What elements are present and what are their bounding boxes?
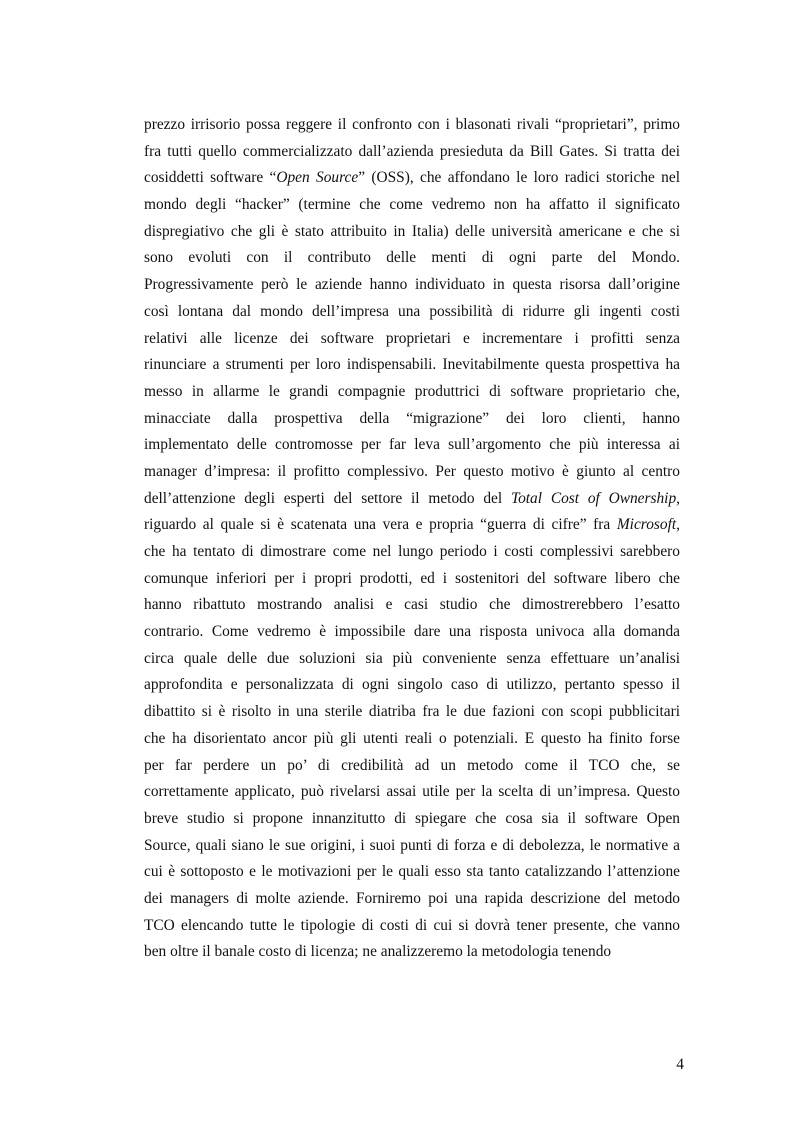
body-paragraph bbox=[144, 112, 680, 966]
text-line bbox=[144, 646, 680, 673]
text-run: dell’attenzione degli esperti del settore il metodo del bbox=[144, 489, 511, 507]
text-run: dibattito si è risolto in una sterile diatriba fra le due fazioni con scopi pubblicitari bbox=[144, 703, 680, 721]
text-line bbox=[144, 512, 680, 539]
text-line bbox=[144, 886, 680, 913]
text-line bbox=[144, 753, 680, 780]
text-line bbox=[144, 779, 680, 806]
text-line bbox=[144, 326, 680, 353]
text-run: prezzo irrisorio possa reggere il confronto con i blasonati rivali “proprietari”, primo bbox=[144, 116, 680, 133]
text-line bbox=[144, 566, 680, 593]
text-run: riguardo al quale si è scatenata una vera e propria “guerra di cifre” fra bbox=[144, 516, 617, 534]
text-line bbox=[144, 913, 680, 940]
text-line bbox=[144, 592, 680, 619]
text-line bbox=[144, 432, 680, 459]
text-line bbox=[144, 299, 680, 326]
text-run: ben oltre il banale costo di licenza; ne analizzeremo la metodologia tenendo bbox=[144, 943, 612, 961]
italic-text: Open Source bbox=[276, 169, 359, 187]
text-line bbox=[144, 459, 680, 486]
text-line bbox=[144, 352, 680, 379]
text-run: minacciate dalla prospettiva della “migrazione” dei loro clienti, hanno bbox=[144, 409, 680, 427]
text-run: che ha tentato di dimostrare come nel lungo periodo i costi complessivi sarebbero bbox=[144, 543, 680, 560]
text-run: comunque inferiori per i propri prodotti, ed i sostenitori del software libero che bbox=[144, 569, 680, 587]
text-line bbox=[144, 486, 680, 513]
text-run: implementato delle contromosse per far leva sull’argomento che più interessa ai bbox=[144, 436, 680, 454]
text-line bbox=[144, 272, 680, 299]
text-line bbox=[144, 139, 680, 166]
text-run: cui è sottoposto e le motivazioni per le quali esso sta tanto catalizzando l’attenzione bbox=[144, 863, 680, 881]
text-line bbox=[144, 165, 680, 192]
text-run: circa quale delle due soluzioni sia più conveniente senza effettuare un’analisi bbox=[144, 649, 680, 667]
text-run: fra tutti quello commercializzato dall’azienda presieduta da Bill Gates. Si tratta dei bbox=[144, 142, 680, 160]
text-run: Progressivamente però le aziende hanno individuato in questa risorsa dall’origine bbox=[144, 276, 680, 294]
text-run: breve studio si propone innanzitutto di spiegare che cosa sia il software Open bbox=[144, 809, 680, 827]
text-run: per far perdere un po’ di credibilità ad un metodo come il TCO che, se bbox=[144, 756, 680, 774]
text-line bbox=[144, 192, 680, 219]
text-run: cosiddetti software “ bbox=[144, 169, 277, 187]
text-run: manager d’impresa: il profitto complessivo. Per questo motivo è giunto al centro bbox=[144, 462, 680, 480]
text-line bbox=[144, 539, 680, 566]
italic-text: Total Cost of Ownership, bbox=[510, 489, 680, 507]
text-run: rinunciare a strumenti per loro indispensabili. Inevitabilmente questa prospettiva ha bbox=[144, 356, 680, 374]
text-run: relativi alle licenze dei software proprietari e incrementare i profitti senza bbox=[144, 329, 680, 347]
text-run: ” (OSS), che affondano le loro radici storiche nel bbox=[358, 169, 680, 187]
text-run: sono evoluti con il contributo delle menti di ogni parte del Mondo. bbox=[144, 249, 680, 267]
text-line bbox=[144, 406, 680, 433]
text-line bbox=[144, 245, 680, 272]
text-line bbox=[144, 726, 680, 753]
text-line bbox=[144, 112, 680, 139]
text-run: approfondita e personalizzata di ogni singolo caso di utilizzo, pertanto spesso il bbox=[144, 676, 680, 694]
text-run: TCO elencando tutte le tipologie di costi di cui si dovrà tener presente, che vanno bbox=[144, 916, 680, 934]
text-run: correttamente applicato, può rivelarsi assai utile per la scelta di un’impresa. Questo bbox=[144, 783, 680, 801]
text-line bbox=[144, 379, 680, 406]
text-run: Source, quali siano le sue origini, i suoi punti di forza e di debolezza, le normative a bbox=[144, 836, 680, 854]
page-number: 4 bbox=[676, 1056, 684, 1073]
text-line bbox=[144, 833, 680, 860]
text-run: hanno ribattuto mostrando analisi e casi studio che dimostrerebbero l’esatto bbox=[144, 596, 680, 614]
text-run: che ha disorientato ancor più gli utenti reali o potenziali. E questo ha finito forse bbox=[144, 729, 680, 747]
text-run: mondo degli “hacker” (termine che come vedremo non ha affatto il significato bbox=[144, 196, 680, 214]
text-line bbox=[144, 939, 680, 966]
text-line bbox=[144, 619, 680, 646]
text-run: dei managers di molte aziende. Forniremo poi una rapida descrizione del metodo bbox=[144, 889, 680, 907]
text-run: dispregiativo che gli è stato attribuito in Italia) delle università americane e che si bbox=[144, 222, 680, 240]
italic-text: Microsoft, bbox=[616, 516, 680, 534]
text-line bbox=[144, 219, 680, 246]
text-run: contrario. Come vedremo è impossibile dare una risposta univoca alla domanda bbox=[144, 623, 680, 641]
text-line bbox=[144, 672, 680, 699]
text-line bbox=[144, 699, 680, 726]
text-line bbox=[144, 806, 680, 833]
text-run: così lontana dal mondo dell’impresa una possibilità di ridurre gli ingenti costi bbox=[144, 302, 680, 320]
text-line bbox=[144, 859, 680, 886]
text-run: messo in allarme le grandi compagnie produttrici di software proprietario che, bbox=[144, 382, 680, 400]
